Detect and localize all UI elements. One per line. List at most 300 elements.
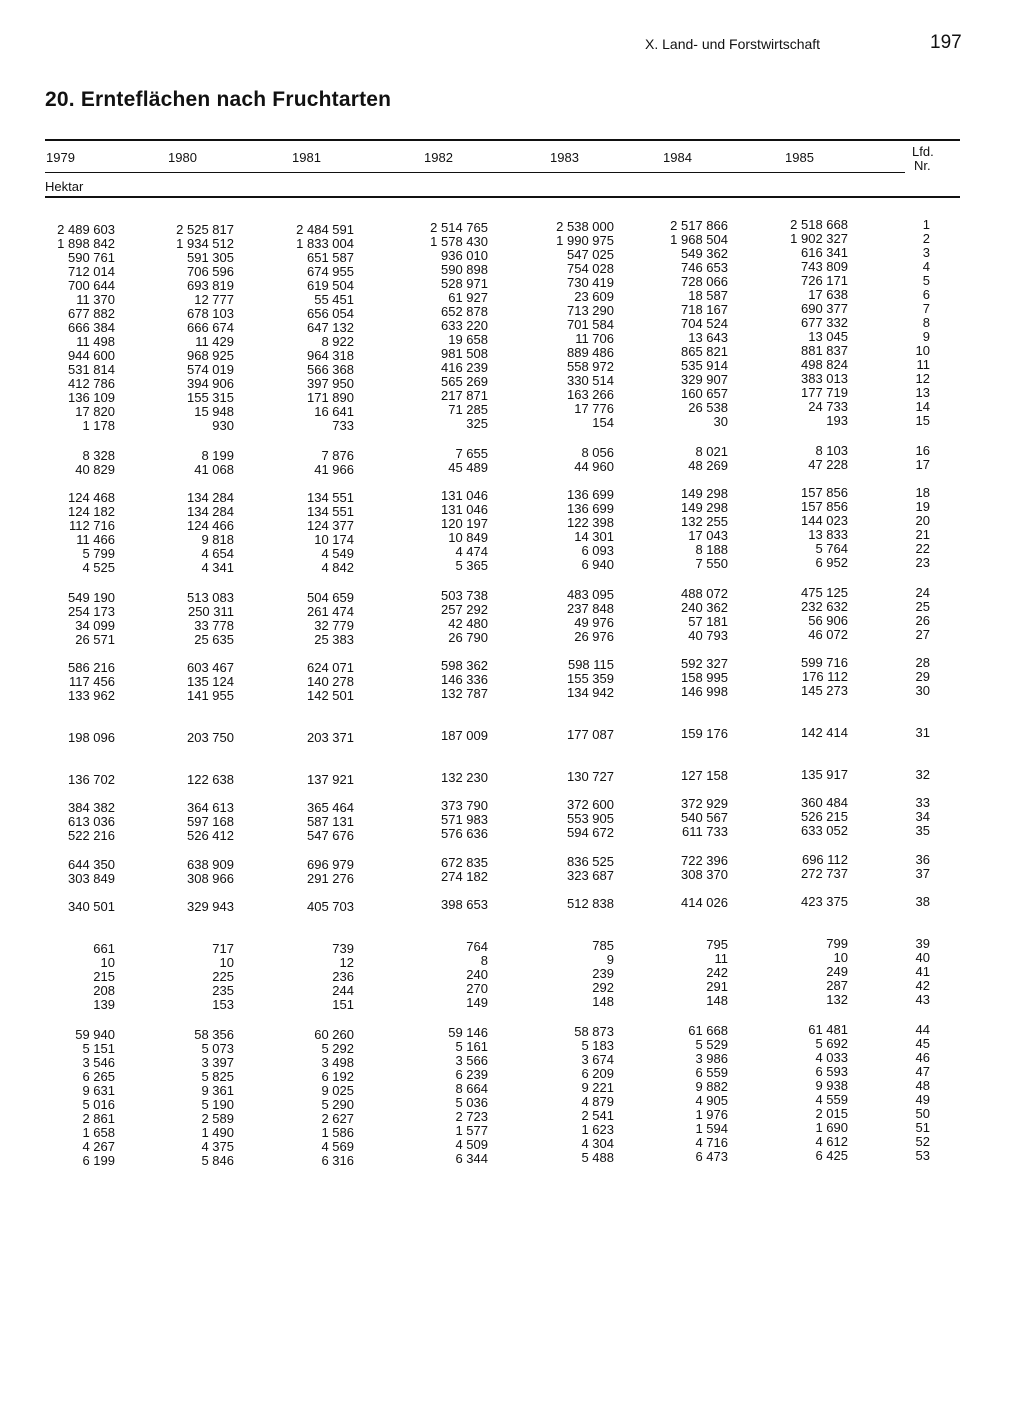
table-cell-1984: 865 821 <box>681 344 728 359</box>
table-cell-1982: 2 514 765 <box>430 220 488 235</box>
table-cell-1985: 383 013 <box>801 371 848 386</box>
table-cell-1985: 61 481 <box>808 1022 848 1037</box>
table-cell-1979: 644 350 <box>68 857 115 872</box>
row-number: 40 <box>915 950 930 965</box>
table-cell-1984: 6 473 <box>695 1149 728 1164</box>
table-cell-1985: 13 045 <box>808 329 848 344</box>
table-cell-1981: 547 676 <box>307 828 354 843</box>
table-cell-1985: 6 425 <box>815 1148 848 1163</box>
table-cell-1985: 46 072 <box>808 627 848 642</box>
table-cell-1983: 237 848 <box>567 601 614 616</box>
row-number: 29 <box>915 669 930 684</box>
row-number: 8 <box>922 315 930 330</box>
table-cell-1985: 690 377 <box>801 301 848 316</box>
table-cell-1982: 131 046 <box>441 488 488 503</box>
table-cell-1982: 146 336 <box>441 672 488 687</box>
table-cell-1985: 2 015 <box>815 1106 848 1121</box>
table-cell-1985: 2 518 668 <box>790 217 848 232</box>
table-cell-1984: 372 929 <box>681 796 728 811</box>
table-cell-1981: 6 192 <box>321 1069 354 1084</box>
table-cell-1980: 666 674 <box>187 320 234 335</box>
row-number: 11 <box>916 357 930 372</box>
row-number: 7 <box>922 301 930 316</box>
row-number: 10 <box>915 343 930 358</box>
row-number: 45 <box>915 1036 930 1051</box>
table-cell-1985: 799 <box>826 936 848 951</box>
table-cell-1983: 1 623 <box>581 1122 614 1137</box>
table-cell-1980: 638 909 <box>187 857 234 872</box>
table-cell-1980: 15 948 <box>194 404 234 419</box>
table-cell-1980: 9 361 <box>201 1083 234 1098</box>
row-number: 5 <box>922 273 930 288</box>
table-cell-1982: 120 197 <box>441 516 488 531</box>
table-cell-1984: 61 668 <box>688 1023 728 1038</box>
table-cell-1985: 144 023 <box>801 513 848 528</box>
table-cell-1980: 33 778 <box>194 618 234 633</box>
table-cell-1984: 57 181 <box>688 614 728 629</box>
table-cell-1982: 598 362 <box>441 658 488 673</box>
table-cell-1985: 6 952 <box>815 555 848 570</box>
row-number: 1 <box>922 217 930 232</box>
table-cell-1981: 4 569 <box>321 1139 354 1154</box>
table-cell-1983: 483 095 <box>567 587 614 602</box>
table-cell-1979: 3 546 <box>82 1055 115 1070</box>
table-cell-1984: 6 559 <box>695 1065 728 1080</box>
table-cell-1984: 127 158 <box>681 768 728 783</box>
table-cell-1982: 398 653 <box>441 897 488 912</box>
table-cell-1982: 764 <box>466 939 488 954</box>
table-cell-1979: 208 <box>93 983 115 998</box>
table-cell-1983: 155 359 <box>567 671 614 686</box>
row-number: 49 <box>915 1092 930 1107</box>
table-cell-1979: 6 199 <box>82 1153 115 1168</box>
table-cell-1979: 215 <box>93 969 115 984</box>
table-cell-1979: 384 382 <box>68 800 115 815</box>
table-cell-1983: 512 838 <box>567 896 614 911</box>
table-cell-1981: 651 587 <box>307 250 354 265</box>
table-cell-1983: 44 960 <box>574 459 614 474</box>
table-cell-1981: 137 921 <box>307 772 354 787</box>
table-cell-1982: 26 790 <box>448 630 488 645</box>
row-number: 34 <box>915 809 930 824</box>
table-cell-1981: 2 627 <box>321 1111 354 1126</box>
table-cell-1979: 1 658 <box>82 1125 115 1140</box>
table-cell-1983: 122 398 <box>567 515 614 530</box>
table-cell-1981: 624 071 <box>307 660 354 675</box>
table-cell-1981: 9 025 <box>321 1083 354 1098</box>
table-cell-1979: 1 178 <box>82 418 115 433</box>
table-cell-1983: 177 087 <box>567 727 614 742</box>
lfd-nr-header-line: Lfd. <box>912 144 934 159</box>
row-number: 32 <box>915 767 930 782</box>
table-cell-1983: 3 674 <box>581 1052 614 1067</box>
table-cell-1984: 1 968 504 <box>670 232 728 247</box>
table-cell-1985: 132 <box>826 992 848 1007</box>
table-cell-1985: 5 764 <box>815 541 848 556</box>
lfd-nr-header <box>912 145 934 173</box>
table-cell-1982: 61 927 <box>448 290 488 305</box>
table-cell-1979: 700 644 <box>68 278 115 293</box>
row-number: 46 <box>915 1050 930 1065</box>
table-cell-1981: 405 703 <box>307 899 354 914</box>
table-cell-1985: 360 484 <box>801 795 848 810</box>
table-cell-1985: 193 <box>826 413 848 428</box>
table-cell-1979: 522 216 <box>68 828 115 843</box>
table-cell-1983: 553 905 <box>567 811 614 826</box>
row-number: 28 <box>915 655 930 670</box>
table-cell-1980: 308 966 <box>187 871 234 886</box>
table-cell-1979: 549 190 <box>68 590 115 605</box>
table-cell-1980: 250 311 <box>187 604 234 619</box>
table-cell-1985: 475 125 <box>801 585 848 600</box>
table-cell-1985: 9 938 <box>815 1078 848 1093</box>
table-cell-1983: 5 183 <box>581 1038 614 1053</box>
table-cell-1984: 11 <box>714 951 728 966</box>
table-cell-1983: 154 <box>592 415 614 430</box>
table-cell-1982: 240 <box>466 967 488 982</box>
table-cell-1979: 2 489 603 <box>57 222 115 237</box>
table-cell-1982: 528 971 <box>441 276 488 291</box>
table-cell-1983: 9 <box>606 952 614 967</box>
table-cell-1981: 397 950 <box>307 376 354 391</box>
table-cell-1979: 412 786 <box>68 376 115 391</box>
table-cell-1981: 261 474 <box>307 604 354 619</box>
table-cell-1985: 177 719 <box>801 385 848 400</box>
year-1983: 1983 <box>550 150 579 165</box>
table-cell-1982: 42 480 <box>448 616 488 631</box>
table-cell-1983: 26 976 <box>574 629 614 644</box>
table-cell-1982: 1 578 430 <box>430 234 488 249</box>
table-cell-1980: 930 <box>212 418 234 433</box>
table-cell-1980: 678 103 <box>187 306 234 321</box>
table-cell-1985: 8 103 <box>815 443 848 458</box>
row-number: 53 <box>915 1148 930 1163</box>
table-cell-1979: 198 096 <box>68 730 115 745</box>
table-cell-1981: 151 <box>332 997 354 1012</box>
year-1980: 1980 <box>168 150 197 165</box>
table-cell-1979: 34 099 <box>75 618 115 633</box>
table-cell-1983: 6 940 <box>581 557 614 572</box>
table-cell-1979: 136 109 <box>68 390 115 405</box>
table-cell-1982: 590 898 <box>441 262 488 277</box>
table-cell-1979: 5 151 <box>82 1041 115 1056</box>
table-cell-1984: 8 021 <box>695 444 728 459</box>
table-cell-1981: 134 551 <box>307 504 354 519</box>
table-cell-1982: 217 871 <box>441 388 488 403</box>
table-cell-1985: 633 052 <box>801 823 848 838</box>
row-number: 35 <box>915 823 930 838</box>
table-cell-1984: 4 905 <box>695 1093 728 1108</box>
table-cell-1984: 159 176 <box>681 726 728 741</box>
table-cell-1982: 6 344 <box>455 1151 488 1166</box>
table-cell-1985: 881 837 <box>801 343 848 358</box>
table-cell-1980: 141 955 <box>187 688 234 703</box>
table-cell-1979: 340 501 <box>68 899 115 914</box>
table-cell-1981: 25 383 <box>314 632 354 647</box>
table-cell-1982: 936 010 <box>441 248 488 263</box>
table-cell-1983: 136 699 <box>567 501 614 516</box>
table-cell-1984: 535 914 <box>681 358 728 373</box>
table-cell-1985: 498 824 <box>801 357 848 372</box>
year-1984: 1984 <box>663 150 692 165</box>
header-rule <box>45 172 905 173</box>
table-cell-1980: 5 073 <box>201 1041 234 1056</box>
table-cell-1979: 661 <box>93 941 115 956</box>
table-cell-1981: 733 <box>332 418 354 433</box>
table-cell-1981: 12 <box>339 955 354 970</box>
table-cell-1984: 795 <box>706 937 728 952</box>
table-cell-1983: 889 486 <box>567 345 614 360</box>
row-number: 31 <box>915 725 930 740</box>
row-number: 13 <box>915 385 930 400</box>
table-cell-1979: 136 702 <box>68 772 115 787</box>
table-cell-1980: 225 <box>212 969 234 984</box>
table-cell-1984: 488 072 <box>681 586 728 601</box>
table-cell-1980: 2 525 817 <box>176 222 234 237</box>
table-cell-1979: 712 014 <box>68 264 115 279</box>
table-cell-1983: 2 541 <box>581 1108 614 1123</box>
table-cell-1980: 135 124 <box>187 674 234 689</box>
table-cell-1983: 754 028 <box>567 261 614 276</box>
table-cell-1982: 981 508 <box>441 346 488 361</box>
row-number: 6 <box>922 287 930 302</box>
table-cell-1981: 674 955 <box>307 264 354 279</box>
table-cell-1983: 730 419 <box>567 275 614 290</box>
table-cell-1983: 17 776 <box>574 401 614 416</box>
table-cell-1985: 696 112 <box>801 852 848 867</box>
table-cell-1983: 785 <box>592 938 614 953</box>
table-cell-1982: 4 474 <box>455 544 488 559</box>
table-cell-1979: 124 468 <box>68 490 115 505</box>
table-cell-1983: 148 <box>592 994 614 1009</box>
table-cell-1982: 8 664 <box>455 1081 488 1096</box>
table-cell-1985: 599 716 <box>801 655 848 670</box>
table-cell-1981: 4 842 <box>321 560 354 575</box>
row-number: 17 <box>915 457 930 472</box>
table-cell-1985: 287 <box>826 978 848 993</box>
row-number: 21 <box>915 527 930 542</box>
table-cell-1984: 13 643 <box>688 330 728 345</box>
table-cell-1982: 187 009 <box>441 728 488 743</box>
table-cell-1984: 414 026 <box>681 895 728 910</box>
table-cell-1982: 503 738 <box>441 588 488 603</box>
table-cell-1984: 722 396 <box>681 853 728 868</box>
table-cell-1985: 5 692 <box>815 1036 848 1051</box>
table-cell-1979: 254 173 <box>68 604 115 619</box>
table-cell-1980: 597 168 <box>187 814 234 829</box>
table-cell-1981: 2 484 591 <box>296 222 354 237</box>
table-cell-1985: 249 <box>826 964 848 979</box>
table-cell-1981: 142 501 <box>307 688 354 703</box>
table-cell-1983: 330 514 <box>567 373 614 388</box>
table-cell-1983: 4 304 <box>581 1136 614 1151</box>
table-cell-1982: 6 239 <box>455 1067 488 1082</box>
table-cell-1983: 1 990 975 <box>556 233 614 248</box>
table-cell-1980: 526 412 <box>187 828 234 843</box>
table-cell-1985: 272 737 <box>801 866 848 881</box>
table-cell-1983: 547 025 <box>567 247 614 262</box>
table-cell-1984: 48 269 <box>688 458 728 473</box>
table-cell-1982: 71 285 <box>448 402 488 417</box>
table-cell-1985: 17 638 <box>808 287 848 302</box>
row-number: 27 <box>915 627 930 642</box>
table-cell-1985: 10 <box>833 950 848 965</box>
table-cell-1984: 2 517 866 <box>670 218 728 233</box>
table-cell-1982: 149 <box>466 995 488 1010</box>
table-cell-1981: 140 278 <box>307 674 354 689</box>
table-cell-1984: 158 995 <box>681 670 728 685</box>
table-cell-1979: 40 829 <box>75 462 115 477</box>
running-header: X. Land- und Forstwirtschaft <box>645 36 821 52</box>
table-cell-1985: 142 414 <box>801 725 848 740</box>
table-cell-1984: 18 587 <box>688 288 728 303</box>
table-cell-1982: 59 146 <box>448 1025 488 1040</box>
table-cell-1981: 16 641 <box>314 404 354 419</box>
table-cell-1979: 5 016 <box>82 1097 115 1112</box>
table-cell-1979: 11 370 <box>76 292 115 307</box>
table-cell-1979: 10 <box>100 955 115 970</box>
table-cell-1980: 5 190 <box>201 1097 234 1112</box>
row-number: 44 <box>915 1022 930 1037</box>
table-cell-1979: 677 882 <box>68 306 115 321</box>
row-number: 33 <box>915 795 930 810</box>
table-cell-1980: 5 825 <box>201 1069 234 1084</box>
table-cell-1982: 373 790 <box>441 798 488 813</box>
table-cell-1983: 134 942 <box>567 685 614 700</box>
row-number: 14 <box>915 399 930 414</box>
table-cell-1982: 633 220 <box>441 318 488 333</box>
row-number: 30 <box>915 683 930 698</box>
table-cell-1980: 364 613 <box>187 800 234 815</box>
row-number: 19 <box>915 499 930 514</box>
table-cell-1981: 236 <box>332 969 354 984</box>
table-cell-1984: 1 976 <box>695 1107 728 1122</box>
table-cell-1979: 4 525 <box>82 560 115 575</box>
table-cell-1981: 964 318 <box>307 348 354 363</box>
table-cell-1980: 134 284 <box>187 490 234 505</box>
table-cell-1980: 12 777 <box>194 292 234 307</box>
table-cell-1985: 24 733 <box>808 399 848 414</box>
table-cell-1980: 155 315 <box>187 390 234 405</box>
table-cell-1983: 9 221 <box>581 1080 614 1095</box>
table-cell-1983: 8 056 <box>581 445 614 460</box>
table-cell-1980: 574 019 <box>187 362 234 377</box>
table-cell-1980: 5 846 <box>201 1153 234 1168</box>
page-number: 197 <box>930 32 962 53</box>
table-cell-1980: 693 819 <box>187 278 234 293</box>
table-cell-1985: 726 171 <box>801 273 848 288</box>
table-cell-1984: 242 <box>706 965 728 980</box>
row-number: 48 <box>915 1078 930 1093</box>
table-cell-1982: 7 655 <box>455 446 488 461</box>
table-cell-1981: 1 586 <box>321 1125 354 1140</box>
table-cell-1982: 672 835 <box>441 855 488 870</box>
table-cell-1979: 117 456 <box>68 674 115 689</box>
table-cell-1982: 652 878 <box>441 304 488 319</box>
row-number: 15 <box>915 413 930 428</box>
table-cell-1983: 713 290 <box>567 303 614 318</box>
row-number: 9 <box>922 329 930 344</box>
table-cell-1979: 26 571 <box>75 632 115 647</box>
table-cell-1984: 308 370 <box>681 867 728 882</box>
table-cell-1981: 8 922 <box>321 334 354 349</box>
table-cell-1985: 4 033 <box>815 1050 848 1065</box>
table-cell-1984: 132 255 <box>681 514 728 529</box>
row-number: 22 <box>915 541 930 556</box>
table-cell-1985: 157 856 <box>801 485 848 500</box>
table-cell-1985: 4 612 <box>815 1134 848 1149</box>
table-cell-1983: 701 584 <box>567 317 614 332</box>
table-cell-1981: 566 368 <box>307 362 354 377</box>
table-cell-1981: 1 833 004 <box>296 236 354 251</box>
table-cell-1982: 416 239 <box>441 360 488 375</box>
table-cell-1984: 5 529 <box>695 1037 728 1052</box>
table-cell-1985: 1 690 <box>815 1120 848 1135</box>
table-cell-1983: 323 687 <box>567 868 614 883</box>
table-cell-1985: 56 906 <box>808 613 848 628</box>
table-cell-1979: 133 962 <box>68 688 115 703</box>
table-cell-1979: 586 216 <box>68 660 115 675</box>
table-cell-1979: 666 384 <box>68 320 115 335</box>
table-cell-1983: 6 209 <box>581 1066 614 1081</box>
table-cell-1983: 836 525 <box>567 854 614 869</box>
table-cell-1981: 41 966 <box>314 462 354 477</box>
table-cell-1979: 124 182 <box>68 504 115 519</box>
table-cell-1982: 571 983 <box>441 812 488 827</box>
table-cell-1983: 130 727 <box>567 769 614 784</box>
table-cell-1981: 7 876 <box>321 448 354 463</box>
table-cell-1984: 746 653 <box>681 260 728 275</box>
table-cell-1981: 5 290 <box>321 1097 354 1112</box>
table-cell-1985: 232 632 <box>801 599 848 614</box>
table-cell-1979: 11 466 <box>76 532 115 547</box>
table-cell-1985: 47 228 <box>808 457 848 472</box>
table-cell-1983: 5 488 <box>581 1150 614 1165</box>
table-cell-1981: 6 316 <box>321 1153 354 1168</box>
table-cell-1979: 9 631 <box>82 1083 115 1098</box>
table-cell-1981: 134 551 <box>307 490 354 505</box>
unit-label: Hektar <box>45 179 84 194</box>
year-1985: 1985 <box>785 150 814 165</box>
table-cell-1984: 4 716 <box>695 1135 728 1150</box>
table-cell-1981: 55 451 <box>314 292 354 307</box>
table-cell-1983: 372 600 <box>567 797 614 812</box>
lfd-nr-header-line: Nr. <box>914 158 931 173</box>
table-cell-1984: 9 882 <box>695 1079 728 1094</box>
table-cell-1984: 704 524 <box>681 316 728 331</box>
table-cell-1979: 8 328 <box>82 448 115 463</box>
row-number: 51 <box>915 1120 930 1135</box>
row-number: 38 <box>915 894 930 909</box>
table-cell-1980: 394 906 <box>187 376 234 391</box>
table-cell-1980: 8 199 <box>201 448 234 463</box>
table-cell-1980: 329 943 <box>187 899 234 914</box>
table-cell-1983: 594 672 <box>567 825 614 840</box>
table-cell-1983: 558 972 <box>567 359 614 374</box>
table-cell-1980: 591 305 <box>187 250 234 265</box>
table-cell-1980: 3 397 <box>201 1055 234 1070</box>
table-cell-1983: 292 <box>592 980 614 995</box>
table-cell-1980: 124 466 <box>187 518 234 533</box>
table-cell-1981: 32 779 <box>314 618 354 633</box>
table-cell-1984: 329 907 <box>681 372 728 387</box>
table-cell-1981: 203 371 <box>307 730 354 745</box>
table-cell-1983: 4 879 <box>581 1094 614 1109</box>
table-cell-1979: 2 861 <box>82 1111 115 1126</box>
table-cell-1980: 4 654 <box>201 546 234 561</box>
table-cell-1983: 23 609 <box>574 289 614 304</box>
table-cell-1985: 526 215 <box>801 809 848 824</box>
